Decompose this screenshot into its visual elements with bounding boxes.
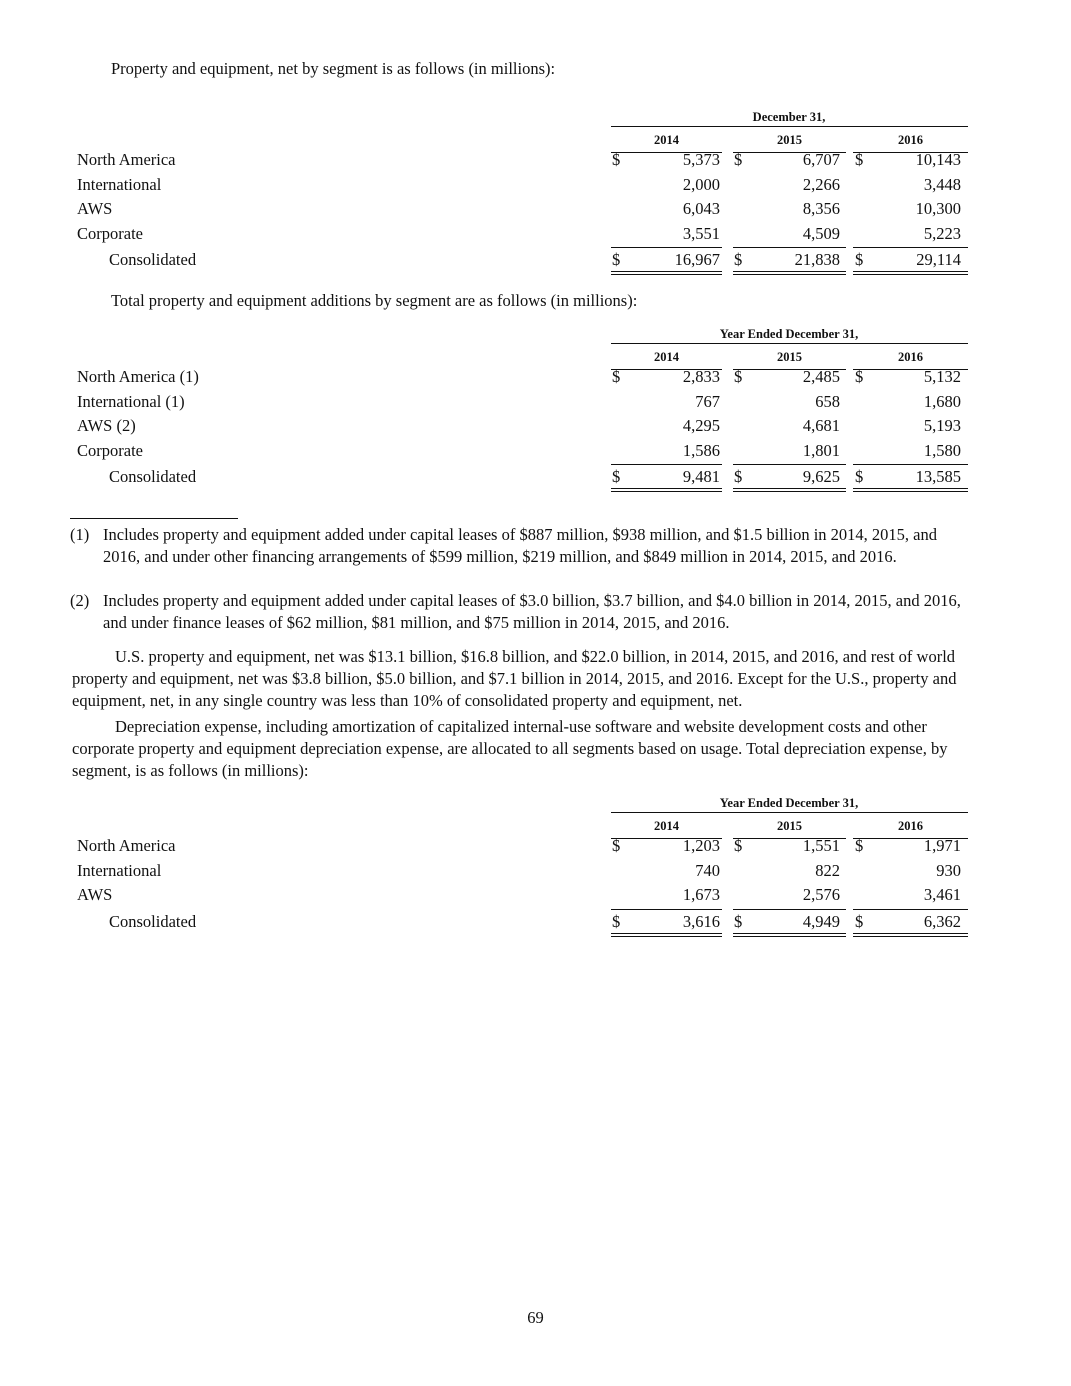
- total-double-rule: [611, 488, 722, 492]
- cell-value: 4,509: [802, 223, 840, 243]
- cell-value: 1,673: [682, 885, 720, 904]
- table-intro: Property and equipment, net by segment is as follows (in millions):: [111, 59, 556, 78]
- year-header: 2015: [733, 129, 846, 153]
- cell-value: 1,680: [923, 391, 961, 411]
- currency-symbol: $: [855, 467, 864, 486]
- subtotal-rule: [853, 247, 968, 248]
- total-double-rule: [733, 488, 846, 492]
- subtotal-rule: [853, 909, 968, 910]
- footnote-rule: [70, 518, 238, 519]
- cell-value: 2,266: [802, 174, 840, 194]
- year-header: 2015: [733, 815, 846, 839]
- currency-symbol: $: [734, 150, 743, 169]
- cell-value: 2,000: [682, 174, 720, 194]
- table-row: [0, 149, 1071, 173]
- subtotal-rule: [733, 247, 846, 248]
- currency-symbol: $: [734, 467, 743, 486]
- year-header: 2016: [853, 129, 968, 153]
- header-rule: [611, 343, 968, 344]
- row-label: International: [77, 860, 162, 880]
- currency-symbol: $: [734, 367, 743, 386]
- row-label: North America: [77, 150, 176, 169]
- cell-value: 2,833: [682, 367, 720, 386]
- cell-value: 9,481: [682, 467, 720, 486]
- total-double-rule: [733, 271, 846, 275]
- page-number: 69: [527, 1308, 544, 1327]
- footnote-1: [70, 524, 970, 568]
- subtotal-rule: [733, 464, 846, 465]
- cell-value: 5,373: [682, 150, 720, 169]
- row-label: Consolidated: [109, 467, 197, 486]
- cell-value: 4,681: [802, 416, 840, 435]
- currency-symbol: $: [855, 836, 864, 855]
- cell-value: 5,193: [923, 416, 961, 435]
- cell-value: 740: [695, 860, 720, 880]
- cell-value: 6,043: [682, 199, 720, 218]
- row-label: International (1): [77, 391, 185, 411]
- currency-symbol: $: [612, 467, 621, 486]
- cell-value: 8,356: [802, 199, 840, 218]
- subtotal-rule: [611, 247, 722, 248]
- total-double-rule: [611, 933, 722, 937]
- table-intro: Total property and equipment additions by segment are as follows (in millions):: [111, 291, 638, 310]
- cell-value: 1,580: [923, 440, 961, 460]
- currency-symbol: $: [855, 250, 864, 269]
- table-total-row: [0, 249, 1071, 273]
- year-header: 2015: [733, 346, 846, 370]
- cell-value: 767: [695, 391, 720, 411]
- year-header: 2016: [853, 815, 968, 839]
- subtotal-rule: [611, 464, 722, 465]
- cell-value: 1,203: [682, 836, 720, 855]
- cell-value: 9,625: [802, 467, 840, 486]
- footnote-2: [70, 590, 970, 634]
- total-double-rule: [733, 933, 846, 937]
- subtotal-rule: [611, 909, 722, 910]
- currency-symbol: $: [855, 150, 864, 169]
- currency-symbol: $: [612, 911, 621, 931]
- cell-value: 21,838: [794, 250, 840, 269]
- row-label: Consolidated: [109, 911, 197, 931]
- cell-value: 1,971: [923, 836, 961, 855]
- table-row: [0, 440, 1071, 464]
- paragraph-ppe-by-region: U.S. property and equipment, net was $13.1 billion, $16.8 billion, and $22.0 billion, in 2014, 2015, and 2016, and rest of world property and equipment, net was $3.8 billion, $5.0 billion, and $7.1 billion in 2014, 2015, and 2016. Except for the U.S., property and equipment, net, in any single country was less than 10% of consolidated property and equipment, net.: [72, 647, 957, 710]
- header-rule: [611, 812, 968, 813]
- table-row: [0, 415, 1071, 439]
- row-label: International: [77, 174, 162, 194]
- total-double-rule: [853, 933, 968, 937]
- table-row: [0, 174, 1071, 198]
- cell-value: 3,461: [923, 885, 961, 904]
- footnote-text: Includes property and equipment added under capital leases of $887 million, $938 million, and $1.5 billion in 2014, 2015, and 2016, and under other financing arrangements of $599 million, $219 million, and $849 million in 2014, 2015, and 2016.: [103, 525, 938, 566]
- cell-value: 3,551: [682, 223, 720, 243]
- cell-value: 13,585: [915, 467, 961, 486]
- year-header: 2014: [611, 346, 722, 370]
- total-double-rule: [611, 271, 722, 275]
- paragraph-depreciation: Depreciation expense, including amortization of capitalized internal-use software and website development costs and other corporate property and equipment depreciation expense, are allocated to all segments based on usage. Total depreciation expense, by segment, is as follows (in millions):: [72, 717, 948, 780]
- table-total-row: [0, 911, 1071, 935]
- cell-value: 1,586: [682, 440, 720, 460]
- currency-symbol: $: [612, 367, 621, 386]
- currency-symbol: $: [734, 250, 743, 269]
- subtotal-rule: [853, 464, 968, 465]
- header-rule: [611, 126, 968, 127]
- total-double-rule: [853, 271, 968, 275]
- year-header: 2016: [853, 346, 968, 370]
- row-label: Corporate: [77, 223, 143, 243]
- row-label: North America: [77, 836, 176, 855]
- row-label: Corporate: [77, 440, 143, 460]
- footnote-text: Includes property and equipment added under capital leases of $3.0 billion, $3.7 billion, and $4.0 billion in 2014, 2015, and 2016, and under finance leases of $62 million, $81 million, and $75 million in 2014, 2015, and 2016.: [103, 591, 961, 632]
- currency-symbol: $: [734, 836, 743, 855]
- cell-value: 29,114: [916, 250, 961, 269]
- footnote-number: (2): [70, 591, 90, 610]
- table-row: [0, 391, 1071, 415]
- column-group-header: Year Ended December 31,: [719, 327, 859, 341]
- table-row: [0, 835, 1071, 859]
- year-header: 2014: [611, 129, 722, 153]
- table-row: [0, 198, 1071, 222]
- table-row: [0, 884, 1071, 908]
- cell-value: 2,576: [802, 885, 840, 904]
- row-label: North America (1): [77, 367, 199, 386]
- cell-value: 4,949: [802, 911, 840, 931]
- cell-value: 930: [936, 860, 961, 880]
- column-group-header: Year Ended December 31,: [719, 796, 859, 810]
- cell-value: 10,300: [915, 199, 961, 218]
- cell-value: 6,362: [923, 911, 961, 931]
- row-label: AWS: [77, 885, 113, 904]
- currency-symbol: $: [855, 367, 864, 386]
- row-label: Consolidated: [109, 250, 197, 269]
- cell-value: 16,967: [674, 250, 720, 269]
- cell-value: 3,616: [682, 911, 720, 931]
- table-row: [0, 223, 1071, 247]
- table-row: [0, 366, 1071, 390]
- cell-value: 2,485: [802, 367, 840, 386]
- row-label: AWS (2): [77, 416, 136, 435]
- cell-value: 822: [815, 860, 840, 880]
- year-header: 2014: [611, 815, 722, 839]
- currency-symbol: $: [734, 911, 743, 931]
- table-total-row: [0, 466, 1071, 490]
- footnote-number: (1): [70, 525, 90, 544]
- cell-value: 658: [815, 391, 840, 411]
- cell-value: 4,295: [682, 416, 720, 435]
- cell-value: 5,223: [923, 223, 961, 243]
- currency-symbol: $: [855, 911, 864, 931]
- column-group-header: December 31,: [752, 110, 826, 124]
- currency-symbol: $: [612, 150, 621, 169]
- cell-value: 1,801: [802, 440, 840, 460]
- cell-value: 3,448: [923, 174, 961, 194]
- cell-value: 1,551: [802, 836, 840, 855]
- currency-symbol: $: [612, 836, 621, 855]
- cell-value: 10,143: [915, 150, 961, 169]
- total-double-rule: [853, 488, 968, 492]
- cell-value: 5,132: [923, 367, 961, 386]
- subtotal-rule: [733, 909, 846, 910]
- row-label: AWS: [77, 199, 113, 218]
- currency-symbol: $: [612, 250, 621, 269]
- cell-value: 6,707: [802, 150, 840, 169]
- table-row: [0, 860, 1071, 884]
